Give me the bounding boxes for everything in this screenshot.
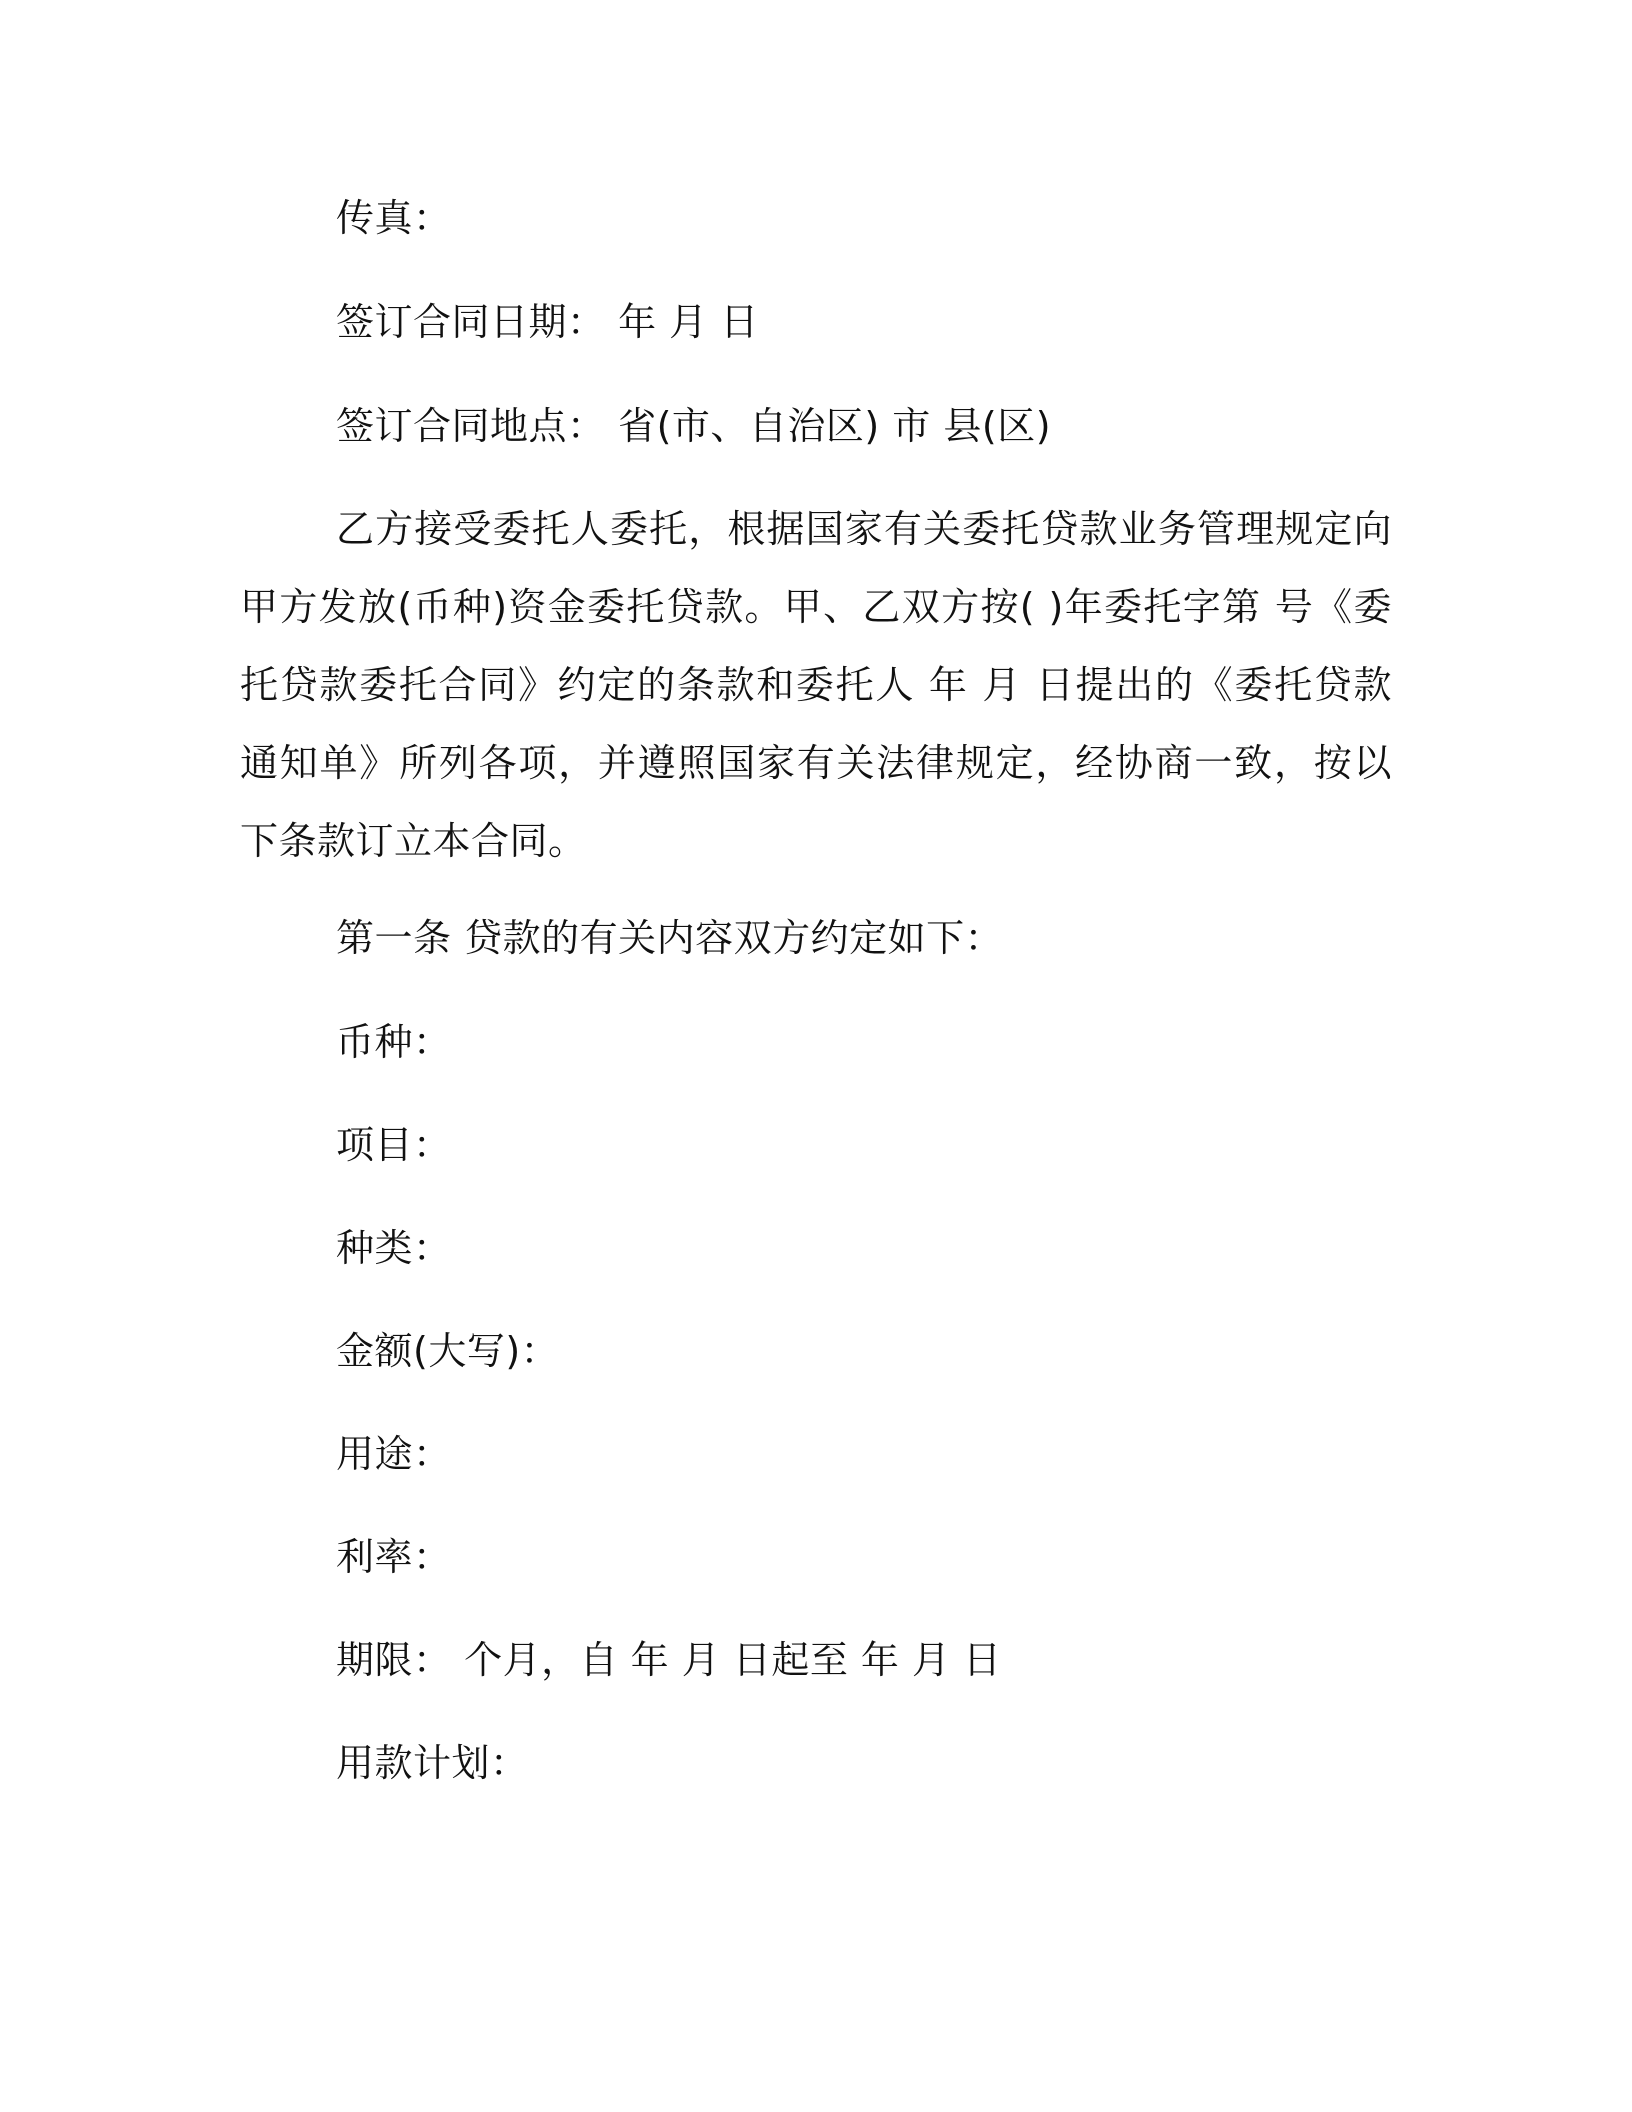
fax-line: 传真： — [336, 196, 452, 240]
intro-paragraph: 乙方接受委托人委托，根据国家有关委托贷款业务管理规定向甲方发放(币种)资金委托贷款。甲、乙双方按( )年委托字第 号《委托贷款委托合同》约定的条款和委托人 年 月 日提出的《委托贷款通知单》所列各项，并遵照国家有关法律规定，经协商一致，按以下条款订立本合同。 — [240, 507, 1392, 863]
field-interest-rate: 利率： — [336, 1535, 452, 1579]
field-purpose: 用途： — [336, 1432, 452, 1476]
field-amount: 金额(大写)： — [336, 1329, 560, 1373]
field-type: 种类： — [336, 1226, 452, 1270]
field-currency: 币种： — [336, 1020, 452, 1064]
signing-place-line: 签订合同地点： 省(市、自治区) 市 县(区) — [336, 404, 1052, 448]
field-usage-plan: 用款计划： — [336, 1741, 529, 1785]
field-project: 项目： — [336, 1123, 452, 1167]
article-1-heading: 第一条 贷款的有关内容双方约定如下： — [336, 916, 1004, 960]
field-term: 期限： 个月，自 年 月 日起至 年 月 日 — [336, 1638, 1002, 1682]
signing-date-line: 签订合同日期： 年 月 日 — [336, 300, 759, 344]
